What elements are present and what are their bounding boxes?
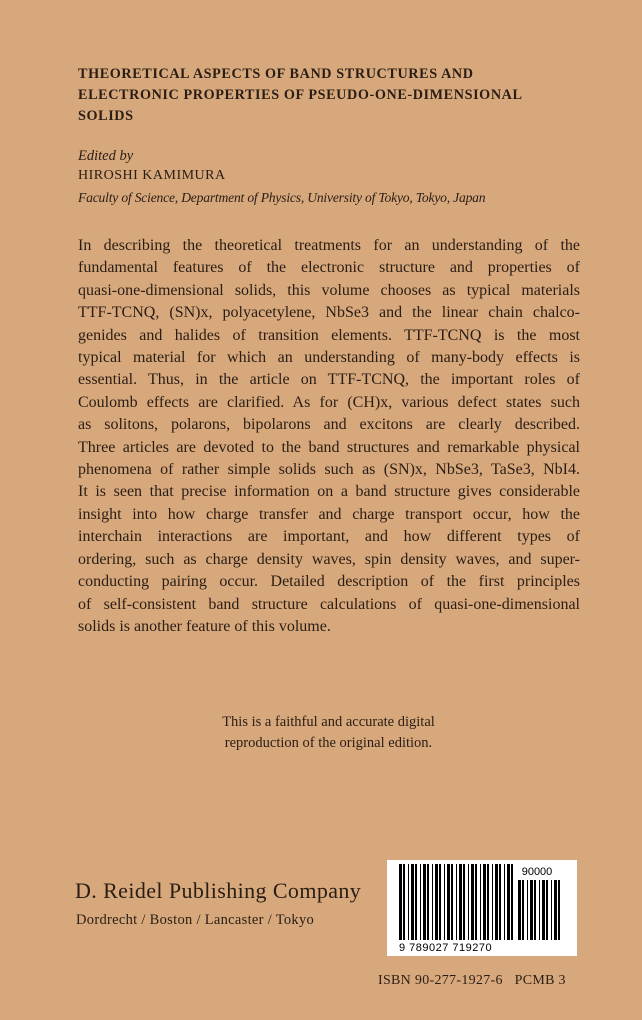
barcode-bar [480, 864, 481, 940]
description-line: TTF-TCNQ, (SN)x, polyacetylene, NbSe3 and the linear chain chalco- [78, 304, 580, 322]
barcode-bar [507, 864, 510, 940]
publisher-name: D. Reidel Publishing Company [75, 878, 362, 903]
barcode-bar [546, 880, 548, 940]
description-line: Coulomb effects are clarified. As for (CH)x, various defect states such [78, 393, 580, 411]
barcode-bar [499, 864, 501, 940]
description-line: quasi-one-dimensional solids, this volume chooses as typical materials [78, 281, 580, 299]
barcode-bar [432, 864, 433, 940]
barcode [387, 860, 577, 956]
barcode-bar [427, 864, 429, 940]
reproduction-notice [150, 712, 507, 754]
description-line: typical material for which an understanding of many-body effects is [78, 349, 580, 367]
barcode-bar [415, 864, 417, 940]
barcode-bar [551, 880, 552, 940]
isbn-text: ISBN 90-277-1927-6 [378, 973, 503, 988]
barcode-bar [530, 880, 533, 940]
description-line: solids is another feature of this volume. [78, 617, 331, 635]
barcode-bar [475, 864, 477, 940]
barcode-bar [411, 864, 414, 940]
barcode-bar [471, 864, 474, 940]
barcode-bars [399, 864, 513, 940]
title-line: THEORETICAL ASPECTS OF BAND STRUCTURES AND [78, 66, 474, 82]
barcode-bar [534, 880, 536, 940]
barcode-bar [504, 864, 505, 940]
description-line: Three articles are devoted to the band structures and remarkable physical [78, 438, 580, 456]
title-line: SOLIDS [78, 108, 134, 124]
barcode-bar [451, 864, 453, 940]
barcode-bar [420, 864, 421, 940]
barcode-bar [554, 880, 557, 940]
description-line: insight into how charge transfer and charge transport occur, how the [78, 505, 580, 523]
edited-by-label: Edited by [78, 148, 134, 164]
barcode-bar [403, 864, 405, 940]
barcode-bar [439, 864, 441, 940]
description-line: phenomena of rather simple solids such as (SN)x, NbSe3, TaSe3, NbI4. [78, 461, 580, 479]
editor-affiliation: Faculty of Science, Department of Physics, University of Tokyo, Tokyo, Japan [78, 190, 486, 205]
barcode-bar [399, 864, 402, 940]
barcode-addon-bars [518, 880, 560, 940]
barcode-bar [459, 864, 462, 940]
barcode-bar [468, 864, 469, 940]
barcode-bar [518, 880, 521, 940]
description-line: of self-consistent band structure calculations of quasi-one-dimensional [78, 595, 580, 613]
barcode-bar [463, 864, 465, 940]
barcode-bar [542, 880, 545, 940]
barcode-bar [511, 864, 513, 940]
barcode-bar [456, 864, 457, 940]
title-line: ELECTRONIC PROPERTIES OF PSEUDO-ONE-DIMENSIONAL [78, 87, 523, 103]
barcode-bar [558, 880, 560, 940]
description-line: fundamental features of the electronic structure and properties of [78, 259, 580, 277]
description-line: as solitons, polarons, bipolarons and excitons are clearly described. [78, 416, 580, 434]
notice-line: This is a faithful and accurate digital [222, 714, 435, 730]
notice-line: reproduction of the original edition. [224, 735, 433, 751]
book-title [78, 64, 578, 127]
barcode-number: 9 789027 719270 [399, 942, 493, 954]
barcode-bar [487, 864, 489, 940]
description-line: ordering, such as charge density waves, spin density waves, and super- [78, 550, 580, 568]
editor-name: HIROSHI KAMIMURA [78, 168, 226, 183]
description-line: interchain interactions are important, and how different types of [78, 528, 580, 546]
barcode-bar [492, 864, 493, 940]
description-line: In describing the theoretical treatments for an understanding of the [78, 237, 580, 254]
barcode-bar [444, 864, 445, 940]
publisher-cities: Dordrecht / Boston / Lancaster / Tokyo [76, 912, 315, 928]
barcode-addon-number: 90000 [521, 866, 553, 878]
description-line: It is seen that precise information on a band structure gives considerable [78, 483, 580, 501]
description [78, 235, 580, 638]
product-code: PCMB 3 [514, 973, 566, 988]
barcode-bar [527, 880, 528, 940]
description-line: essential. Thus, in the article on TTF-TCNQ, the important roles of [78, 371, 580, 389]
barcode-bar [408, 864, 409, 940]
barcode-bar [435, 864, 438, 940]
barcode-bar [539, 880, 540, 940]
description-line: conducting pairing occur. Detailed description of the first principles [78, 573, 580, 591]
description-line: genides and halides of transition elements. TTF-TCNQ is the most [78, 326, 580, 344]
barcode-bar [522, 880, 524, 940]
barcode-bar [483, 864, 486, 940]
barcode-graphic [387, 860, 577, 956]
barcode-bar [447, 864, 450, 940]
isbn-line [378, 973, 574, 989]
barcode-bar [495, 864, 498, 940]
barcode-bar [423, 864, 426, 940]
